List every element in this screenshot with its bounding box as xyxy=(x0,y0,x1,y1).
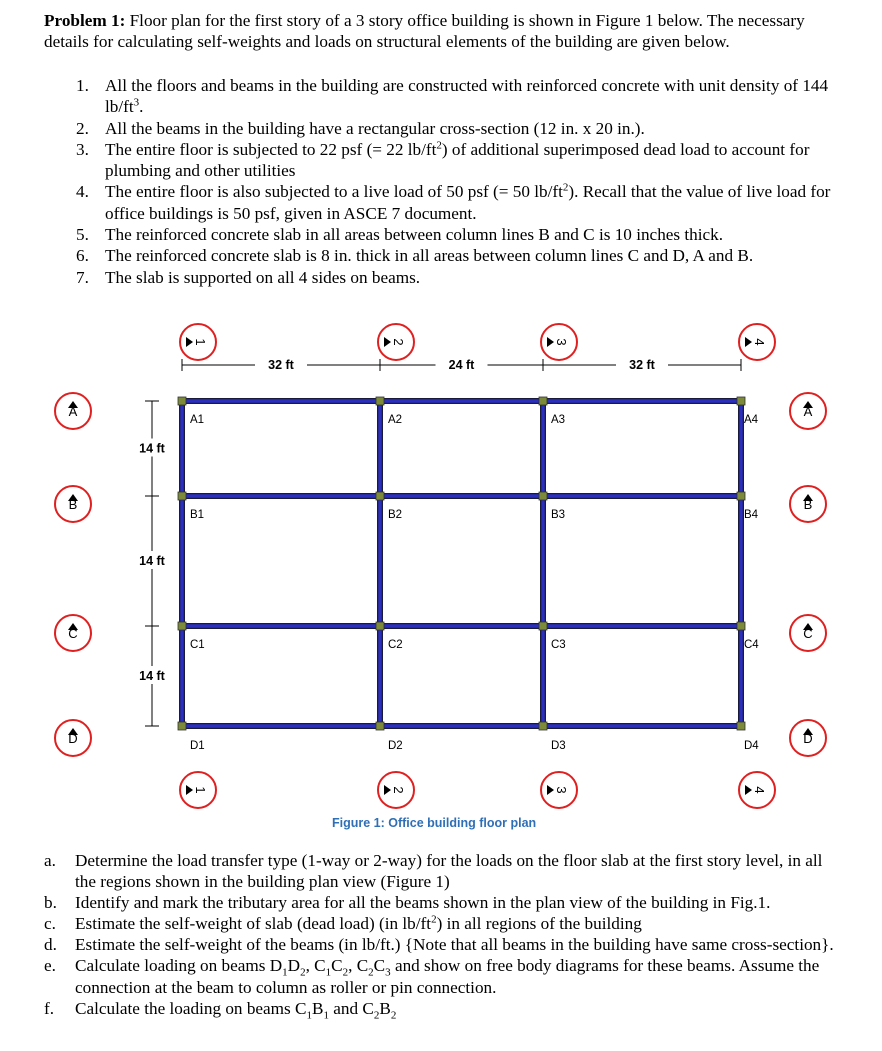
requirement-text: All the floors and beams in the building are constructed with reinforced concrete with unit density of 144 lb/ft xyxy=(105,76,829,117)
grid-line-label: 3 xyxy=(554,786,569,794)
problem-statement xyxy=(44,10,844,52)
requirement-item xyxy=(44,267,844,288)
requirement-item xyxy=(44,245,844,266)
grid-line-label: C xyxy=(803,626,813,641)
task-letter: e. xyxy=(44,956,56,976)
requirement-item xyxy=(44,75,844,118)
grid-line-label: B xyxy=(803,497,813,512)
column xyxy=(539,397,547,405)
requirement-text: The reinforced concrete slab in all areas between column lines B and C is 10 inches thick. xyxy=(105,225,724,245)
task-text: , C xyxy=(305,956,326,976)
requirement-superscript: 2 xyxy=(436,139,442,152)
requirements-list xyxy=(44,75,844,288)
grid-line-label: 4 xyxy=(752,786,767,794)
grid-line-label: 2 xyxy=(391,338,406,346)
grid-line-label: 2 xyxy=(391,786,406,794)
column-label: B2 xyxy=(388,509,403,521)
task-subscript: 1 xyxy=(323,1009,329,1022)
task-item xyxy=(44,955,844,997)
grid-marker-top-2 xyxy=(378,324,414,360)
column-label: D2 xyxy=(388,740,403,752)
span-label-y: 14 ft xyxy=(139,441,165,456)
grid-marker-right-B xyxy=(790,486,826,522)
grid-marker-left-C xyxy=(55,615,91,651)
column-label: D1 xyxy=(190,740,205,752)
task-item xyxy=(44,998,844,1022)
span-label-x: 24 ft xyxy=(448,358,475,372)
grid-line-label: B xyxy=(68,497,78,512)
task-text: Determine the load transfer type (1-way or 2-way) for the loads on the floor slab at the first story level, in all the regions shown in the building plan view (Figure 1) xyxy=(75,851,823,892)
requirement-item xyxy=(44,181,844,224)
task-letter: c. xyxy=(44,914,56,934)
column-label: A1 xyxy=(190,414,205,426)
grid-marker-right-D xyxy=(790,720,826,756)
task-text: Calculate loading on beams D xyxy=(75,956,283,976)
problem-intro: Floor plan for the first story of a 3 story office building is shown in Figure 1 below. The necessary details for calculating self-weights and loads on structural elements of the building are given below. xyxy=(44,11,805,52)
column xyxy=(737,722,745,730)
task-text: and C xyxy=(328,998,374,1018)
requirement-superscript: 2 xyxy=(562,181,569,194)
requirement-number: 6. xyxy=(76,246,89,266)
column xyxy=(539,622,547,630)
requirement-text: The entire floor is also subjected to a live load of 50 psf (= 50 lb/ft xyxy=(105,182,563,202)
task-text: B xyxy=(312,998,324,1018)
column-label: A2 xyxy=(388,414,403,426)
span-label-x: 32 ft xyxy=(629,358,655,372)
grid-line-label: 1 xyxy=(193,338,208,346)
grid-line-label: 4 xyxy=(752,338,767,346)
grid-marker-bottom-2 xyxy=(378,772,414,808)
grid-marker-right-A xyxy=(790,393,826,429)
task-text: and show on free body diagrams for these beams. Assume the connection at the beam to column as roller or pin connection. xyxy=(75,956,820,997)
task-text: Identify and mark the tributary area for all the beams shown in the plan view of the building in Fig.1. xyxy=(75,893,771,913)
span-label-y: 14 ft xyxy=(139,554,165,568)
column-label: C3 xyxy=(551,639,566,651)
grid-line-label: A xyxy=(803,404,813,419)
requirement-number: 1. xyxy=(76,76,89,95)
task-text: D xyxy=(287,956,301,976)
grid-line-label: D xyxy=(68,731,78,746)
task-text: C xyxy=(331,956,343,976)
task-letter: a. xyxy=(44,851,56,870)
requirement-superscript: 3 xyxy=(133,96,140,109)
grid-line-label: A xyxy=(68,404,78,419)
column xyxy=(376,622,384,630)
requirement-text-end: ). Recall that the value of live load for office buildings is 50 psf, given in ASCE 7 document. xyxy=(105,182,831,223)
task-item xyxy=(44,934,844,955)
grid-marker-left-A xyxy=(55,393,91,429)
column xyxy=(376,492,384,500)
task-letter: b. xyxy=(44,893,57,913)
grid-line-label: D xyxy=(803,731,813,746)
task-letter: f. xyxy=(44,998,55,1018)
column xyxy=(376,722,384,730)
problem-heading: Problem 1: xyxy=(44,11,126,30)
requirement-text: The slab is supported on all 4 sides on beams. xyxy=(105,267,421,287)
requirement-item xyxy=(44,118,844,139)
requirement-number: 5. xyxy=(76,225,89,245)
column xyxy=(539,722,547,730)
column xyxy=(178,492,186,500)
task-superscript: 2 xyxy=(431,913,437,926)
task-subscript: 1 xyxy=(306,1009,312,1022)
requirement-number: 7. xyxy=(76,267,89,287)
grid-line-label: 1 xyxy=(193,786,208,794)
task-subscript: 2 xyxy=(300,966,306,979)
span-label-x: 32 ft xyxy=(268,358,294,372)
grid-line-label: 3 xyxy=(554,338,569,346)
grid-marker-top-1 xyxy=(180,324,216,360)
tasks-list xyxy=(44,850,844,1022)
task-subscript: 1 xyxy=(282,966,288,979)
column-label: D4 xyxy=(744,740,759,752)
column-label: C4 xyxy=(744,639,759,651)
column-label: A3 xyxy=(551,414,566,426)
column xyxy=(737,492,745,500)
grid-marker-bottom-1 xyxy=(180,772,216,808)
grid-line-label: C xyxy=(68,626,78,641)
span-label-y: 14 ft xyxy=(139,669,165,683)
task-subscript: 1 xyxy=(325,966,332,979)
task-text: B xyxy=(379,998,391,1018)
column-label: B4 xyxy=(744,509,759,521)
task-subscript: 2 xyxy=(342,966,349,979)
column xyxy=(539,492,547,500)
task-subscript: 2 xyxy=(390,1009,397,1022)
task-text: Estimate the self-weight of the beams (in lb/ft.) {Note that all beams in the building have same cross-section}. xyxy=(75,935,834,955)
grid-marker-top-3 xyxy=(541,324,577,360)
floor-plan-figure xyxy=(0,300,882,840)
column xyxy=(376,397,384,405)
task-subscript: 2 xyxy=(373,1009,380,1022)
requirement-text: All the beams in the building have a rectangular cross-section (12 in. x 20 in.). xyxy=(105,118,645,138)
requirement-text-end: ) of additional superimposed dead load to account for plumbing and other utilities xyxy=(105,139,810,181)
requirement-number: 2. xyxy=(76,118,89,138)
column xyxy=(737,622,745,630)
grid-marker-bottom-4 xyxy=(739,772,775,808)
task-subscript: 3 xyxy=(385,966,391,979)
task-letter: d. xyxy=(44,935,57,955)
requirement-number: 3. xyxy=(76,139,89,159)
column-label: B3 xyxy=(551,509,566,521)
column-label: B1 xyxy=(190,509,205,521)
task-text: , C xyxy=(348,956,369,976)
column-label: A4 xyxy=(744,414,759,426)
grid-marker-right-C xyxy=(790,615,826,651)
figure-caption: Figure 1: Office building floor plan xyxy=(332,816,537,830)
task-item xyxy=(44,913,844,934)
column-label: C1 xyxy=(190,639,205,651)
task-item xyxy=(44,892,844,913)
column xyxy=(178,722,186,730)
grid-marker-left-D xyxy=(55,720,91,756)
requirement-text-end: . xyxy=(139,97,144,117)
requirement-text: The reinforced concrete slab is 8 in. thick in all areas between column lines C and D, A and B. xyxy=(105,246,754,266)
requirement-item xyxy=(44,224,844,245)
task-text: ) in all regions of the building xyxy=(436,914,642,934)
requirement-number: 4. xyxy=(76,182,89,202)
column xyxy=(737,397,745,405)
column-label: C2 xyxy=(388,639,403,651)
requirement-text: The entire floor is subjected to 22 psf (= 22 lb/ft xyxy=(105,139,437,159)
column xyxy=(178,622,186,630)
grid-marker-left-B xyxy=(55,486,91,522)
task-text: C xyxy=(373,956,386,976)
grid-marker-top-4 xyxy=(739,324,775,360)
task-text: Calculate the loading on beams C xyxy=(75,998,307,1018)
column-label: D3 xyxy=(551,740,566,752)
grid-marker-bottom-3 xyxy=(541,772,577,808)
task-text: Estimate the self-weight of slab (dead load) (in lb/ft xyxy=(75,914,432,934)
task-subscript: 2 xyxy=(368,966,374,979)
requirement-item xyxy=(44,139,844,182)
task-item xyxy=(44,850,844,892)
column xyxy=(178,397,186,405)
